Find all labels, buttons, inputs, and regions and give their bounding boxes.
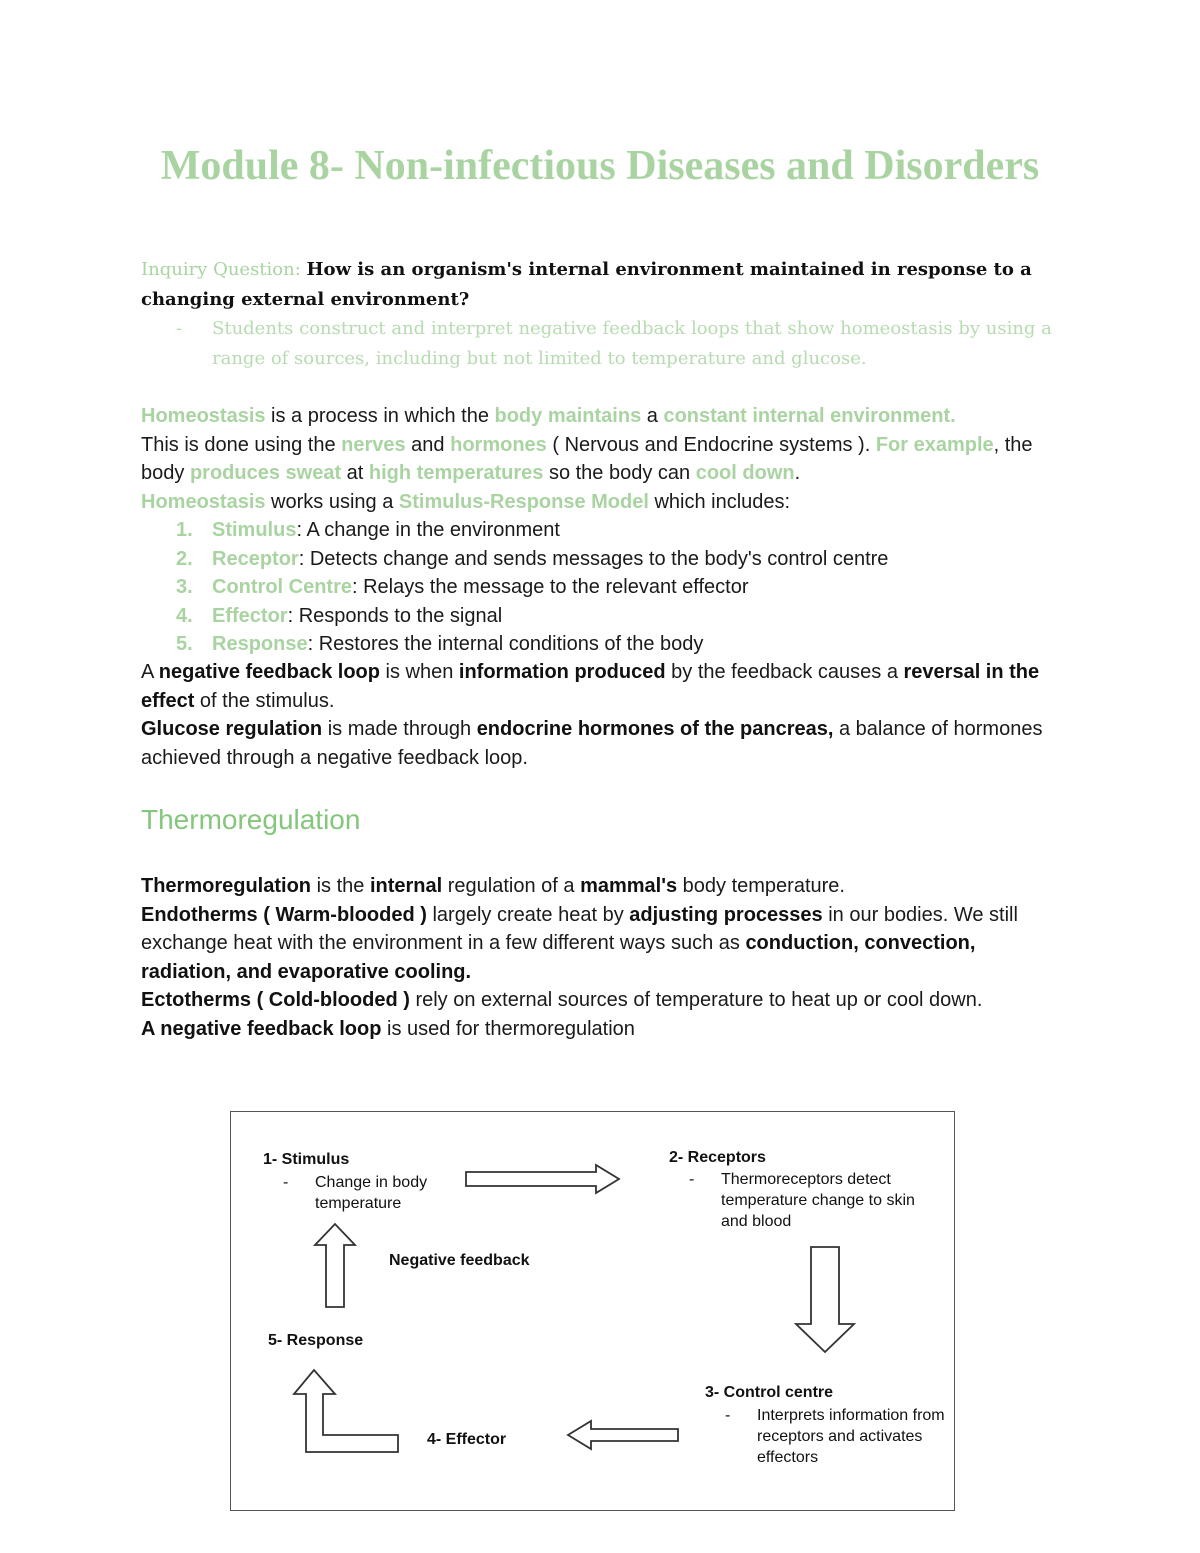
text-run: works using a bbox=[265, 490, 399, 513]
term-adjusting-processes: adjusting processes bbox=[629, 903, 823, 926]
term-hormones: hormones bbox=[450, 433, 547, 456]
bullet-dash: - bbox=[176, 318, 183, 339]
homeostasis-paragraph bbox=[141, 402, 1061, 516]
receptors-detail bbox=[689, 1169, 946, 1232]
text-run: This is done using the bbox=[141, 433, 342, 456]
thermoregulation-paragraph bbox=[141, 872, 1061, 1043]
effector-title: 4- Effector bbox=[427, 1431, 507, 1448]
term-nerves: nerves bbox=[341, 433, 406, 456]
arrow-down-icon bbox=[796, 1247, 854, 1352]
text-run: rely on external sources of temperature to heat up or cool down. bbox=[409, 989, 983, 1011]
negative-feedback-label: Negative feedback bbox=[389, 1252, 530, 1269]
term-for-example: For example bbox=[875, 433, 994, 456]
receptors-title: 2- Receptors bbox=[669, 1149, 766, 1166]
term-mammals: mammal's bbox=[580, 875, 678, 897]
term-information-produced: information produced bbox=[458, 661, 666, 683]
text-run: is when bbox=[379, 661, 459, 683]
section-heading-thermoregulation: Thermoregulation bbox=[141, 804, 361, 835]
l-arrow-up-icon bbox=[294, 1370, 398, 1452]
text-run: ( Nervous and Endocrine systems ). bbox=[546, 433, 876, 456]
text-run: of the stimulus. bbox=[194, 689, 335, 712]
bullet-dash: - bbox=[283, 1174, 289, 1191]
step-description: : A change in the environment bbox=[296, 519, 560, 541]
page-title: Module 8- Non-infectious Diseases and Disorders bbox=[160, 143, 1040, 189]
bullet-dash: - bbox=[725, 1407, 731, 1424]
inquiry-question bbox=[141, 255, 1061, 315]
list-item bbox=[141, 545, 1061, 574]
step-term: Effector bbox=[212, 604, 288, 627]
control-centre-title: 3- Control centre bbox=[705, 1384, 834, 1401]
arrow-right-icon bbox=[466, 1165, 619, 1193]
text-run: regulation of a bbox=[442, 875, 581, 897]
stimulus-detail bbox=[283, 1172, 465, 1214]
step-term: Stimulus bbox=[212, 519, 297, 541]
stimulus-title: 1- Stimulus bbox=[263, 1151, 350, 1168]
term-endocrine-hormones: endocrine hormones of the pancreas, bbox=[476, 718, 834, 740]
term-negative-feedback-loop: negative feedback loop bbox=[158, 661, 380, 683]
step-description: : Restores the internal conditions of the body bbox=[307, 633, 704, 655]
list-item bbox=[141, 516, 1061, 545]
text-run: a bbox=[641, 405, 664, 427]
term-homeostasis: Homeostasis bbox=[141, 490, 266, 513]
receptors-detail-text: Thermoreceptors detect temperature change to skin and blood bbox=[721, 1171, 915, 1230]
term-endotherms: Endotherms ( Warm-blooded ) bbox=[141, 903, 427, 926]
step-term: Control Centre bbox=[212, 576, 352, 598]
term-produces-sweat: produces sweat bbox=[189, 462, 342, 484]
bullet-dash: - bbox=[689, 1171, 695, 1188]
inquiry-bullet-text: Students construct and interpret negative feedback loops that show homeostasis by using a range of sources, including but not limited to temperature and glucose. bbox=[212, 318, 1052, 369]
term-constant-internal-environment: constant internal environment. bbox=[663, 405, 956, 427]
control-centre-detail-text: Interprets information from receptors and activates effectors bbox=[757, 1407, 945, 1466]
text-run: at bbox=[341, 462, 369, 484]
text-run: a balance of hormones achieved through a negative feedback loop. bbox=[141, 718, 1043, 769]
text-run: A bbox=[141, 661, 159, 683]
term-glucose-regulation: Glucose regulation bbox=[141, 718, 323, 740]
list-item bbox=[141, 630, 1061, 659]
text-run: largely create heat by bbox=[426, 903, 630, 926]
term-negative-feedback-loop: A negative feedback loop bbox=[141, 1017, 382, 1040]
term-reversal-in-the-effect: reversal in the effect bbox=[141, 661, 1040, 712]
text-run: is made through bbox=[322, 718, 477, 740]
list-number: 2. bbox=[176, 547, 193, 570]
term-high-temperatures: high temperatures bbox=[368, 462, 544, 484]
text-run: is used for thermoregulation bbox=[381, 1017, 635, 1040]
step-description: : Detects change and sends messages to the body's control centre bbox=[298, 547, 889, 570]
text-run: body temperature. bbox=[677, 875, 845, 897]
text-run: and bbox=[405, 433, 451, 456]
step-description: : Relays the message to the relevant effector bbox=[352, 576, 749, 598]
arrow-left-icon bbox=[568, 1421, 678, 1449]
inquiry-bullet bbox=[176, 314, 1092, 374]
text-run: is the bbox=[311, 875, 370, 897]
text-run: . bbox=[794, 462, 801, 484]
term-cool-down: cool down bbox=[695, 462, 795, 484]
step-term: Receptor bbox=[212, 547, 299, 570]
feedback-loop-diagram bbox=[230, 1111, 955, 1511]
list-item bbox=[141, 573, 1061, 602]
term-stimulus-response-model: Stimulus-Response Model bbox=[398, 490, 649, 513]
control-centre-detail bbox=[725, 1405, 947, 1468]
text-run: so the body can bbox=[543, 462, 696, 484]
term-homeostasis: Homeostasis bbox=[141, 405, 266, 427]
term-body-maintains: body maintains bbox=[494, 405, 642, 427]
list-number: 5. bbox=[176, 633, 193, 655]
stimulus-response-list bbox=[141, 516, 1061, 659]
text-run: by the feedback causes a bbox=[665, 661, 904, 683]
arrow-up-icon bbox=[315, 1224, 355, 1307]
feedback-paragraph bbox=[141, 658, 1061, 772]
step-description: : Responds to the signal bbox=[287, 604, 503, 627]
list-number: 3. bbox=[176, 576, 193, 598]
list-item bbox=[141, 602, 1061, 631]
list-number: 1. bbox=[176, 519, 193, 541]
step-term: Response bbox=[212, 633, 308, 655]
term-ectotherms: Ectotherms ( Cold-blooded ) bbox=[141, 989, 410, 1011]
text-run: is a process in which the bbox=[265, 405, 495, 427]
response-title: 5- Response bbox=[268, 1332, 364, 1349]
term-internal: internal bbox=[369, 875, 443, 897]
stimulus-detail-text: Change in body temperature bbox=[315, 1174, 428, 1212]
term-thermoregulation: Thermoregulation bbox=[141, 875, 312, 897]
inquiry-label: Inquiry Question: bbox=[141, 259, 301, 280]
inquiry-question-text: How is an organism's internal environment maintained in response to a changing external environment? bbox=[141, 259, 1032, 310]
text-run: , the body bbox=[141, 433, 1033, 484]
list-number: 4. bbox=[176, 604, 193, 627]
text-run: in our bodies. We still exchange heat with the environment in a few different ways such as bbox=[141, 903, 1018, 954]
text-run: which includes: bbox=[648, 490, 791, 513]
term-heat-exchange-methods: conduction, convection, radiation, and evaporative cooling. bbox=[141, 932, 976, 983]
